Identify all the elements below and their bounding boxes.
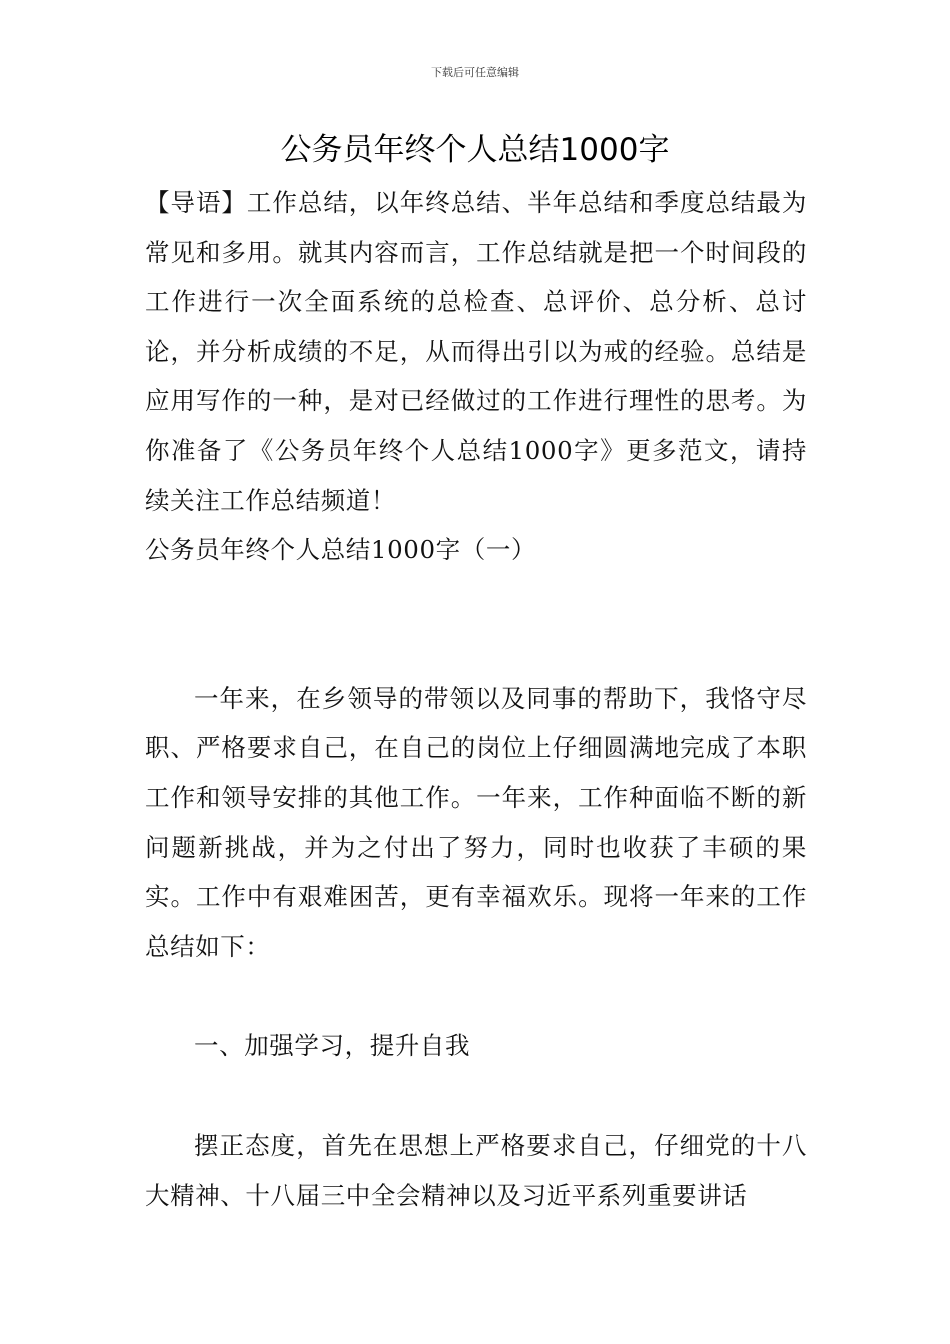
body-paragraph: 一年来，在乡领导的带领以及同事的帮助下，我恪守尽职、严格要求自己，在自己的岗位上仔细圆满地完成了本职工作和领导安排的其他工作。一年来，工作种面临不断的新问题新挑战，并为之付出了努力，同时也收获了丰硕的果实。工作中有艰难困苦，更有幸福欢乐。现将一年来的工作总结如下：	[145, 683, 807, 961]
spacer	[145, 971, 807, 1021]
header-note: 下载后可任意编辑	[431, 66, 519, 79]
document-body	[145, 178, 807, 1220]
intro-paragraph: 【导语】工作总结，以年终总结、半年总结和季度总结最为常见和多用。就其内容而言，工作总结就是把一个时间段的工作进行一次全面系统的总检查、总评价、总分析、总讨论，并分析成绩的不足，从而得出引以为戒的经验。总结是应用写作的一种，是对已经做过的工作进行理性的思考。为你准备了《公务员年终个人总结1000字》更多范文，请持续关注工作总结频道！	[145, 188, 807, 515]
document-title: 公务员年终个人总结1000字	[280, 132, 670, 168]
section-heading: 一、加强学习，提升自我	[194, 1031, 471, 1061]
body-paragraph: 摆正态度，首先在思想上严格要求自己，仔细党的十八大精神、十八届三中全会精神以及习近平系列重要讲话	[145, 1130, 807, 1210]
spacer	[145, 1071, 807, 1121]
subtitle: 公务员年终个人总结1000字（一）	[145, 535, 537, 565]
spacer	[145, 575, 807, 674]
